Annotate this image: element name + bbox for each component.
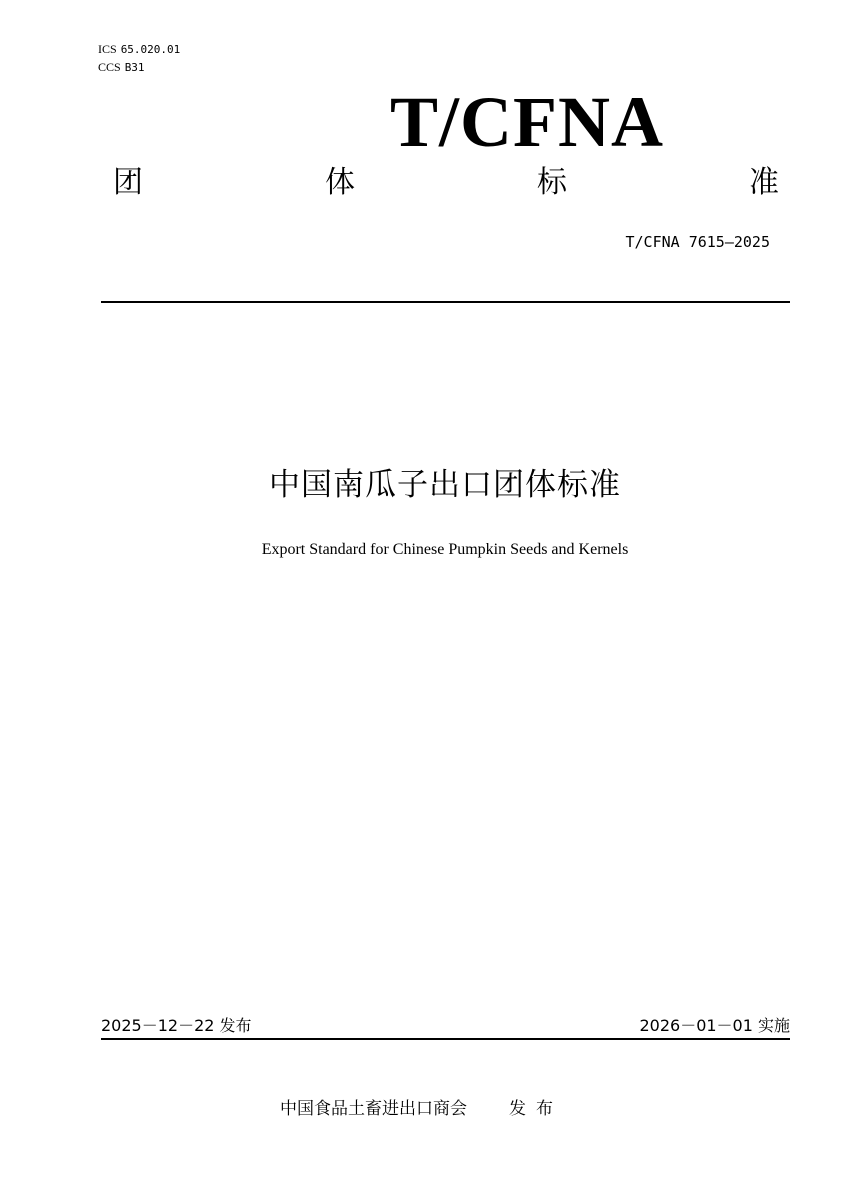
implementation-date: 2026－01－01 实施 <box>639 1016 790 1035</box>
standard-type-char: 团 <box>113 165 143 200</box>
publisher-name: 中国食品土畜进出口商会 <box>280 1099 467 1119</box>
publisher-action: 发布 <box>509 1099 563 1119</box>
title-chinese: 中国南瓜子出口团体标准 <box>269 467 621 503</box>
standard-number: T/CFNA 7615—2025 <box>625 233 770 251</box>
ics-classification <box>98 41 180 58</box>
standard-type-char: 体 <box>325 165 355 200</box>
title-english: Export Standard for Chinese Pumpkin Seeds and Kernels <box>261 541 629 558</box>
header-divider <box>101 301 790 303</box>
ics-label: ICS <box>98 42 117 56</box>
standard-type-char: 准 <box>749 165 779 200</box>
ccs-code: B31 <box>124 61 145 74</box>
ccs-classification <box>98 59 145 76</box>
publisher <box>280 1097 563 1121</box>
ccs-label: CCS <box>98 60 121 74</box>
ics-code: 65.020.01 <box>120 43 181 56</box>
issue-date: 2025－12－22 发布 <box>101 1016 252 1035</box>
organization-code: T/CFNA <box>390 82 664 162</box>
footer-divider <box>101 1038 790 1040</box>
standard-type-char: 标 <box>537 165 567 200</box>
